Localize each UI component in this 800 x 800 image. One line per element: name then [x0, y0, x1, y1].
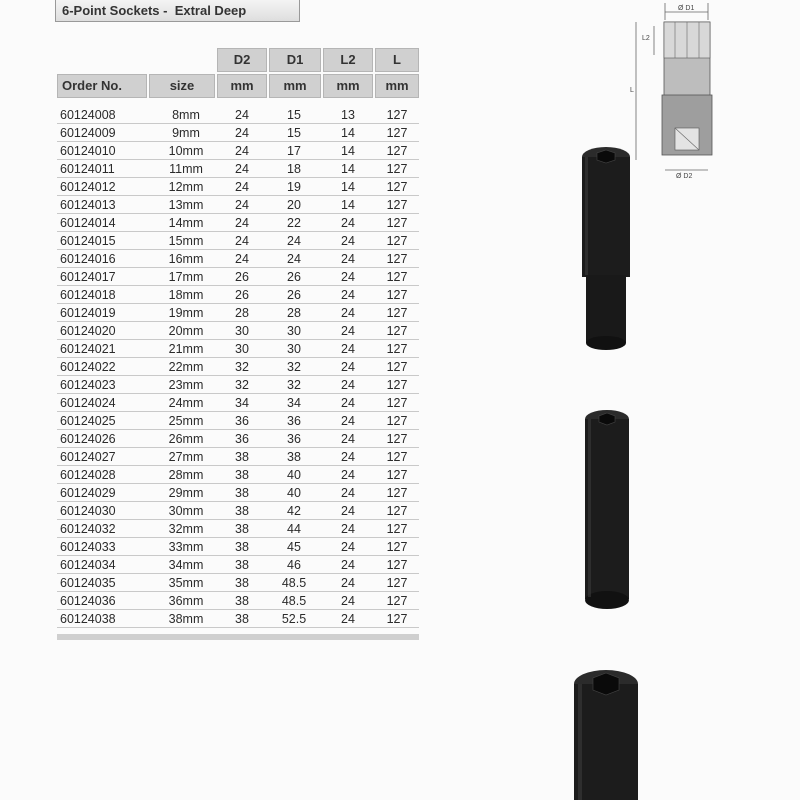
cell-l: 127 [386, 486, 408, 500]
table-row [57, 592, 419, 610]
d2-label: Ø D2 [676, 173, 693, 180]
cell-l2: 24 [341, 540, 355, 554]
cell-l2: 14 [341, 162, 355, 176]
cell-d2: 38 [235, 540, 249, 554]
cell-l: 127 [386, 540, 408, 554]
cell-d1: 24 [287, 234, 301, 248]
cell-size: 25mm [168, 414, 204, 428]
socket-image-1 [578, 145, 634, 355]
header-l2: L2 [323, 48, 373, 72]
cell-size: 13mm [168, 198, 204, 212]
cell-l2: 14 [341, 126, 355, 140]
cell-order-no: 60124021 [60, 342, 116, 356]
cell-l2: 24 [341, 576, 355, 590]
cell-l: 127 [386, 504, 408, 518]
cell-l2: 24 [341, 270, 355, 284]
table-row [57, 376, 419, 394]
header-d1: D1 [269, 48, 321, 72]
cell-d2: 24 [235, 162, 249, 176]
cell-d2: 38 [235, 612, 249, 626]
cell-d1: 38 [287, 450, 301, 464]
cell-order-no: 60124019 [60, 306, 116, 320]
header-order-no: Order No. [57, 74, 147, 98]
cell-d2: 36 [235, 414, 249, 428]
cell-l2: 24 [341, 378, 355, 392]
cell-l2: 24 [341, 360, 355, 374]
cell-d1: 26 [287, 288, 301, 302]
cell-l: 127 [386, 198, 408, 212]
cell-l2: 24 [341, 306, 355, 320]
cell-l: 127 [386, 288, 408, 302]
cell-l2: 24 [341, 450, 355, 464]
cell-d2: 36 [235, 432, 249, 446]
cell-size: 10mm [168, 144, 204, 158]
table-row [57, 286, 419, 304]
cell-l2: 24 [341, 612, 355, 626]
table-row [57, 340, 419, 358]
cell-d1: 48.5 [281, 576, 307, 590]
cell-l2: 24 [341, 522, 355, 536]
header-d2: D2 [217, 48, 267, 72]
cell-l2: 24 [341, 342, 355, 356]
cell-order-no: 60124036 [60, 594, 116, 608]
cell-order-no: 60124033 [60, 540, 116, 554]
cell-l: 127 [386, 342, 408, 356]
cell-d2: 38 [235, 594, 249, 608]
table-row [57, 214, 419, 232]
socket-image-2 [582, 408, 632, 616]
table-row [57, 142, 419, 160]
cell-size: 22mm [168, 360, 204, 374]
header-size: size [149, 74, 215, 98]
cell-l: 127 [386, 216, 408, 230]
cell-d1: 26 [287, 270, 301, 284]
cell-l2: 24 [341, 414, 355, 428]
table-row [57, 574, 419, 592]
cell-size: 16mm [168, 252, 204, 266]
table-row [57, 538, 419, 556]
cell-l2: 14 [341, 180, 355, 194]
table-row [57, 178, 419, 196]
header-l: L [375, 48, 419, 72]
cell-d1: 36 [287, 414, 301, 428]
cell-l: 127 [386, 306, 408, 320]
cell-d2: 24 [235, 126, 249, 140]
cell-l2: 24 [341, 396, 355, 410]
table-row [57, 250, 419, 268]
cell-size: 34mm [168, 558, 204, 572]
cell-l: 127 [386, 522, 408, 536]
cell-d2: 32 [235, 378, 249, 392]
cell-l: 127 [386, 396, 408, 410]
cell-size: 36mm [168, 594, 204, 608]
cell-l: 127 [386, 360, 408, 374]
cell-d1: 30 [287, 324, 301, 338]
table-footer-bar [57, 634, 419, 640]
cell-d1: 30 [287, 342, 301, 356]
cell-l2: 24 [341, 432, 355, 446]
cell-d1: 32 [287, 360, 301, 374]
cell-order-no: 60124012 [60, 180, 116, 194]
cell-d1: 40 [287, 486, 301, 500]
cell-l2: 24 [341, 234, 355, 248]
table-row [57, 268, 419, 286]
cell-d1: 36 [287, 432, 301, 446]
cell-order-no: 60124016 [60, 252, 116, 266]
cell-d2: 30 [235, 342, 249, 356]
cell-d2: 26 [235, 270, 249, 284]
cell-size: 29mm [168, 486, 204, 500]
header-unit-l2: mm [323, 74, 373, 98]
table-row [57, 610, 419, 628]
cell-l2: 14 [341, 144, 355, 158]
d1-label: Ø D1 [678, 5, 695, 12]
cell-d1: 28 [287, 306, 301, 320]
header-unit-d2: mm [217, 74, 267, 98]
l-label: L [630, 87, 634, 94]
cell-l: 127 [386, 126, 408, 140]
table-row [57, 556, 419, 574]
cell-d2: 38 [235, 486, 249, 500]
cell-size: 32mm [168, 522, 204, 536]
table-row [57, 124, 419, 142]
cell-l: 127 [386, 558, 408, 572]
cell-d2: 38 [235, 504, 249, 518]
cell-size: 30mm [168, 504, 204, 518]
cell-size: 27mm [168, 450, 204, 464]
cell-size: 11mm [169, 162, 203, 176]
cell-order-no: 60124027 [60, 450, 116, 464]
cell-d2: 38 [235, 576, 249, 590]
cell-order-no: 60124022 [60, 360, 116, 374]
cell-order-no: 60124032 [60, 522, 116, 536]
cell-d1: 15 [287, 126, 301, 140]
socket-image-3 [572, 668, 640, 800]
cell-l2: 24 [341, 504, 355, 518]
cell-size: 33mm [168, 540, 204, 554]
cell-order-no: 60124025 [60, 414, 116, 428]
table-row [57, 502, 419, 520]
cell-size: 21mm [168, 342, 204, 356]
cell-d1: 15 [287, 108, 301, 122]
table-row [57, 430, 419, 448]
table-row [57, 484, 419, 502]
cell-size: 20mm [168, 324, 204, 338]
cell-l: 127 [386, 252, 408, 266]
cell-d2: 38 [235, 468, 249, 482]
cell-size: 19mm [168, 306, 204, 320]
cell-d2: 24 [235, 108, 249, 122]
cell-l: 127 [386, 468, 408, 482]
table-row [57, 304, 419, 322]
cell-size: 12mm [168, 180, 204, 194]
cell-size: 8mm [172, 108, 200, 122]
cell-l: 127 [386, 270, 408, 284]
table-row [57, 322, 419, 340]
header-unit-d1: mm [269, 74, 321, 98]
cell-order-no: 60124017 [60, 270, 116, 284]
cell-size: 23mm [168, 378, 204, 392]
cell-d2: 32 [235, 360, 249, 374]
table-row [57, 160, 419, 178]
cell-d2: 24 [235, 144, 249, 158]
cell-order-no: 60124014 [60, 216, 116, 230]
table-row [57, 394, 419, 412]
cell-size: 9mm [172, 126, 200, 140]
cell-l2: 24 [341, 558, 355, 572]
cell-order-no: 60124024 [60, 396, 116, 410]
cell-order-no: 60124013 [60, 198, 116, 212]
cell-l: 127 [386, 324, 408, 338]
cell-d1: 20 [287, 198, 301, 212]
cell-l: 127 [386, 432, 408, 446]
cell-l2: 24 [341, 288, 355, 302]
cell-d1: 18 [287, 162, 301, 176]
cell-d1: 19 [287, 180, 301, 194]
cell-order-no: 60124009 [60, 126, 116, 140]
cell-size: 35mm [168, 576, 204, 590]
cell-l2: 24 [341, 486, 355, 500]
socket-dimension-diagram [630, 0, 720, 180]
table-row [57, 412, 419, 430]
cell-order-no: 60124028 [60, 468, 116, 482]
cell-d1: 52.5 [281, 612, 307, 626]
cell-l2: 14 [341, 198, 355, 212]
cell-order-no: 60124026 [60, 432, 116, 446]
cell-d2: 38 [235, 558, 249, 572]
cell-l2: 24 [341, 252, 355, 266]
cell-d2: 24 [235, 198, 249, 212]
cell-d1: 46 [287, 558, 301, 572]
cell-d2: 28 [235, 306, 249, 320]
cell-order-no: 60124029 [60, 486, 116, 500]
table-row [57, 520, 419, 538]
cell-order-no: 60124015 [60, 234, 116, 248]
cell-d1: 32 [287, 378, 301, 392]
cell-d2: 38 [235, 450, 249, 464]
cell-size: 28mm [168, 468, 204, 482]
cell-order-no: 60124011 [60, 162, 115, 176]
cell-d2: 30 [235, 324, 249, 338]
cell-d1: 44 [287, 522, 301, 536]
cell-d2: 24 [235, 216, 249, 230]
cell-l: 127 [386, 234, 408, 248]
cell-order-no: 60124035 [60, 576, 116, 590]
cell-d1: 22 [287, 216, 301, 230]
page-title: 6-Point Sockets - Extral Deep [55, 0, 300, 22]
cell-order-no: 60124038 [60, 612, 116, 626]
cell-size: 38mm [168, 612, 204, 626]
cell-l: 127 [386, 108, 408, 122]
cell-order-no: 60124020 [60, 324, 116, 338]
table-row [57, 232, 419, 250]
cell-d2: 24 [235, 180, 249, 194]
cell-l: 127 [386, 162, 408, 176]
cell-d1: 48.5 [281, 594, 307, 608]
cell-l2: 24 [341, 468, 355, 482]
cell-order-no: 60124018 [60, 288, 116, 302]
cell-d2: 24 [235, 234, 249, 248]
cell-d2: 26 [235, 288, 249, 302]
cell-l: 127 [386, 378, 408, 392]
cell-l2: 13 [341, 108, 355, 122]
cell-l2: 24 [341, 324, 355, 338]
cell-size: 15mm [168, 234, 204, 248]
cell-order-no: 60124008 [60, 108, 116, 122]
cell-l: 127 [386, 612, 408, 626]
cell-size: 24mm [168, 396, 204, 410]
cell-l: 127 [386, 576, 408, 590]
table-row [57, 196, 419, 214]
cell-d1: 24 [287, 252, 301, 266]
cell-order-no: 60124010 [60, 144, 116, 158]
cell-size: 18mm [168, 288, 204, 302]
header-unit-l: mm [375, 74, 419, 98]
cell-size: 26mm [168, 432, 204, 446]
cell-d1: 34 [287, 396, 301, 410]
cell-d2: 24 [235, 252, 249, 266]
table-row [57, 466, 419, 484]
cell-size: 14mm [168, 216, 204, 230]
cell-l: 127 [386, 594, 408, 608]
cell-d1: 42 [287, 504, 301, 518]
cell-l: 127 [386, 180, 408, 194]
cell-l2: 24 [341, 216, 355, 230]
cell-size: 17mm [168, 270, 204, 284]
cell-l: 127 [386, 450, 408, 464]
cell-order-no: 60124023 [60, 378, 116, 392]
l2-label: L2 [642, 35, 650, 42]
cell-l: 127 [386, 414, 408, 428]
cell-d1: 17 [287, 144, 301, 158]
table-row [57, 106, 419, 124]
table-row [57, 358, 419, 376]
cell-order-no: 60124034 [60, 558, 116, 572]
cell-d2: 34 [235, 396, 249, 410]
cell-d1: 45 [287, 540, 301, 554]
cell-l: 127 [386, 144, 408, 158]
table-row [57, 448, 419, 466]
cell-order-no: 60124030 [60, 504, 116, 518]
cell-d1: 40 [287, 468, 301, 482]
cell-d2: 38 [235, 522, 249, 536]
cell-l2: 24 [341, 594, 355, 608]
